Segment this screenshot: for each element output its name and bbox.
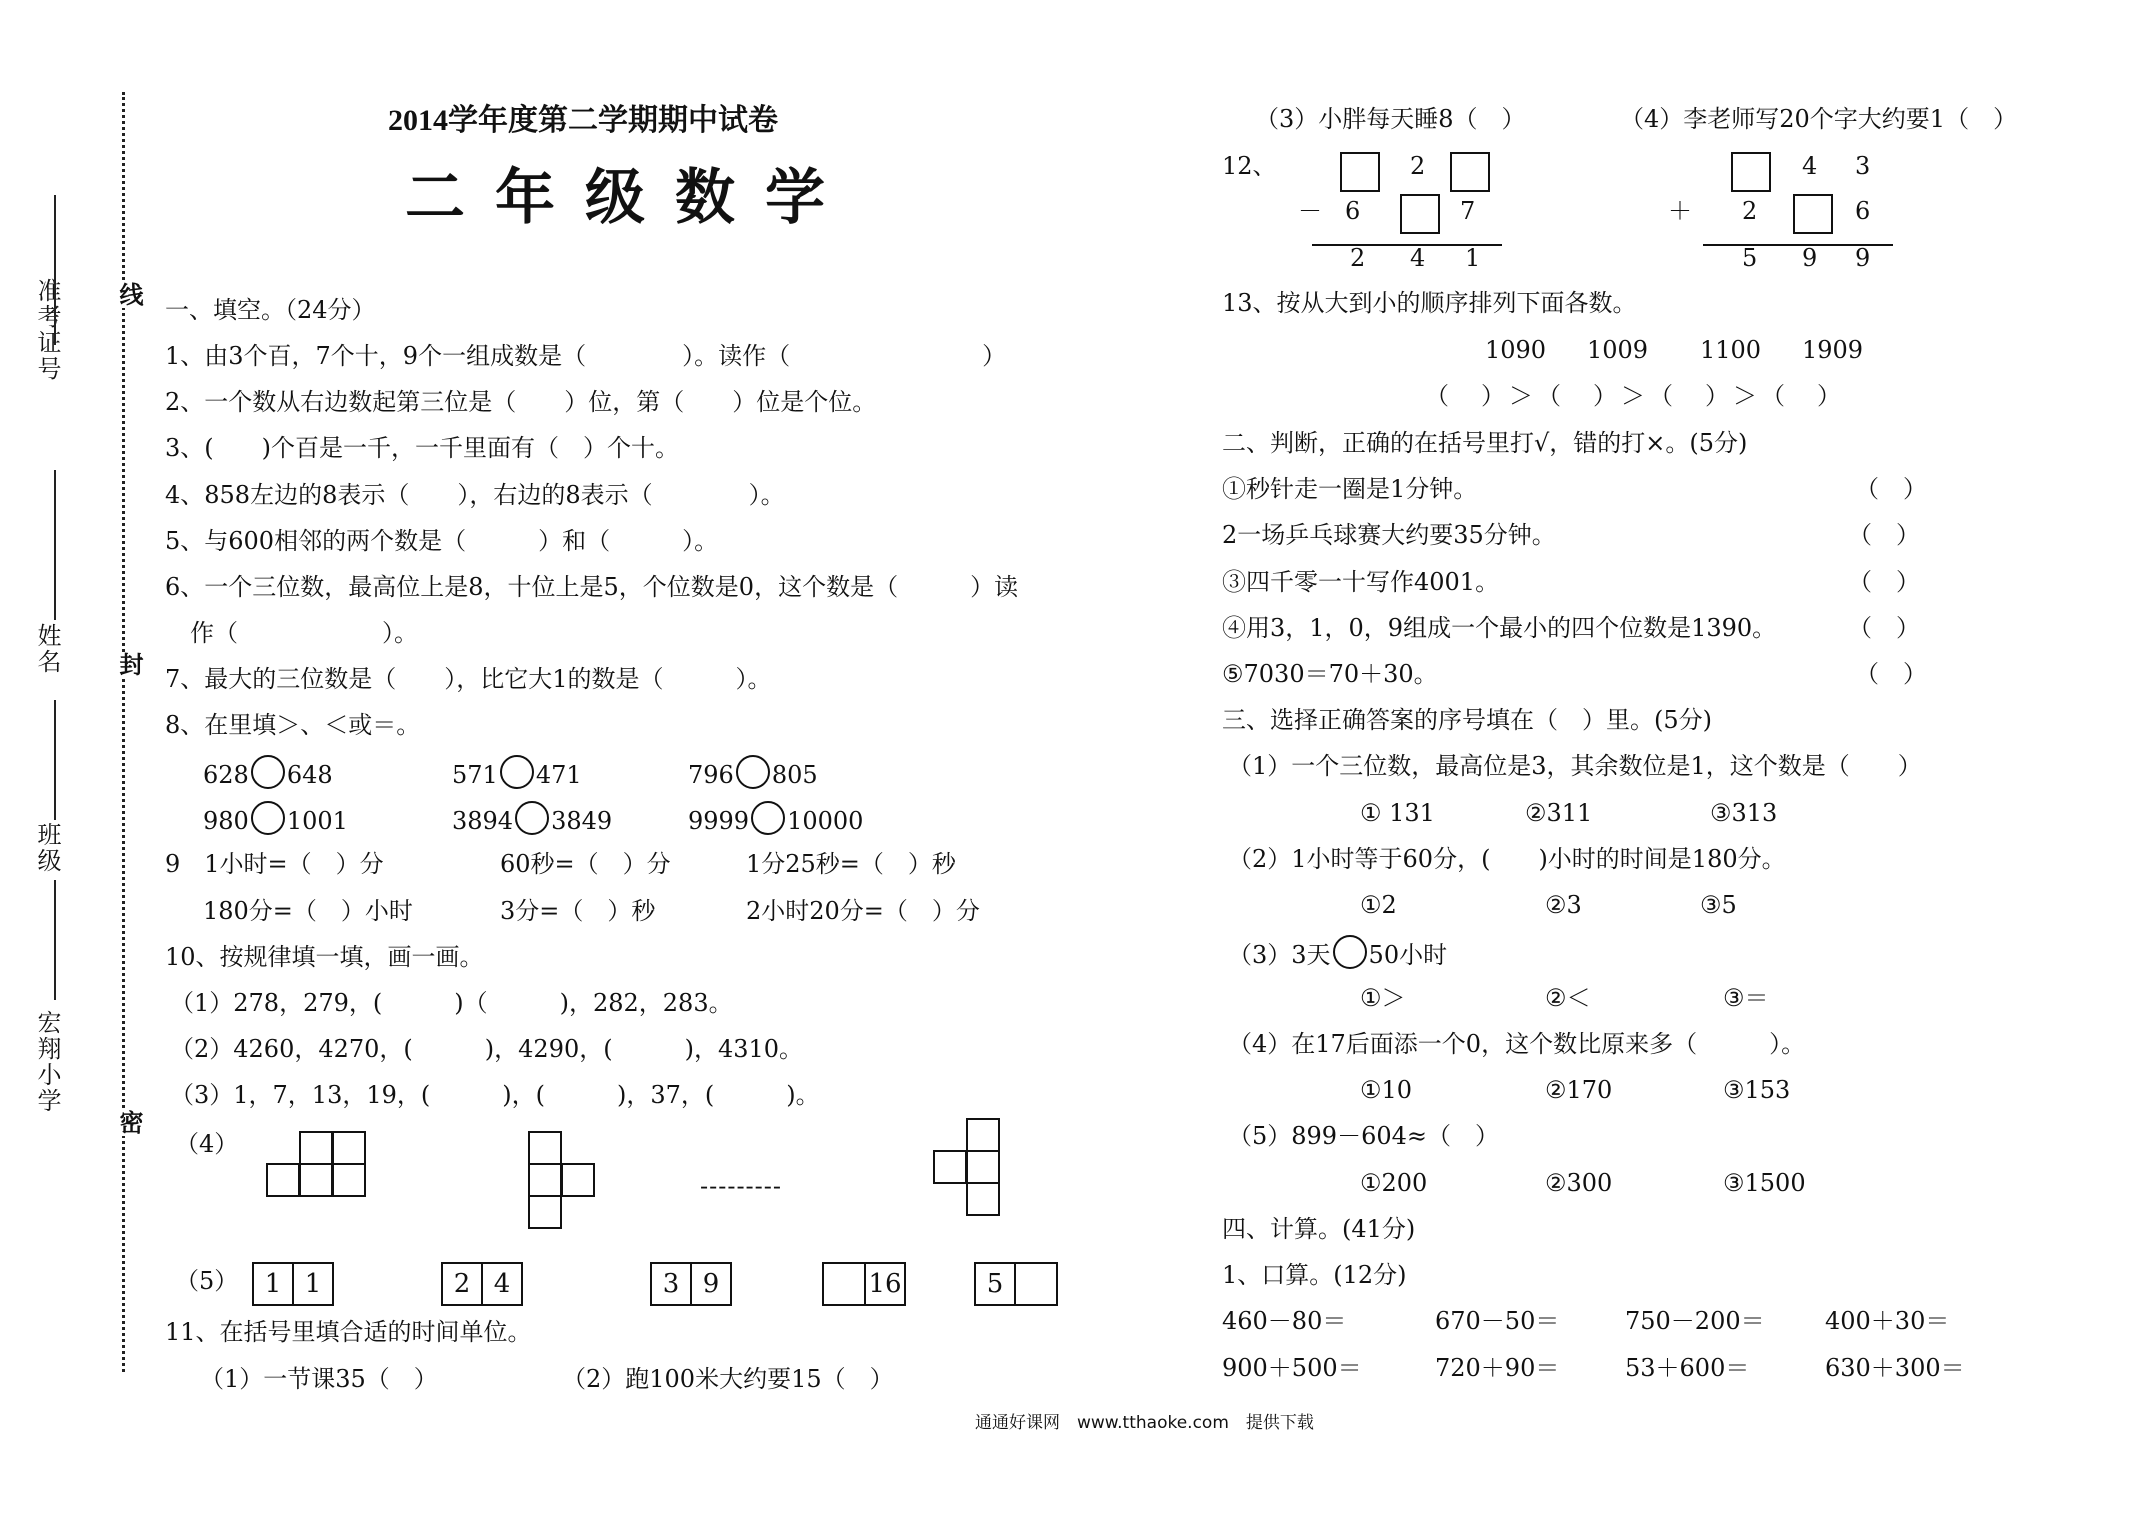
digit: 6 <box>1345 197 1361 225</box>
question-10-2: （2）4260，4270，( )，4290，( )，4310。 <box>170 1035 804 1063</box>
pattern-cell[interactable] <box>1014 1262 1058 1306</box>
question-11: 11、在括号里填合适的时间单位。 <box>165 1318 532 1346</box>
choice-option[interactable]: ③5 <box>1700 891 1737 919</box>
judge-paren[interactable]: （ ） <box>1855 475 1927 503</box>
calc-item: 460－80＝ <box>1222 1307 1347 1335</box>
order-number: 1909 <box>1802 336 1864 364</box>
compare-circle[interactable] <box>751 801 785 835</box>
digit-box[interactable] <box>1340 152 1380 192</box>
question-10-5: （5） <box>175 1267 239 1295</box>
question-10-4: （4） <box>175 1130 239 1158</box>
judge-paren[interactable]: （ ） <box>1855 660 1927 688</box>
name-label: 姓名 <box>33 623 61 675</box>
digit-box[interactable] <box>1793 194 1833 234</box>
order-number: 1100 <box>1700 336 1762 364</box>
section-4-1-heading: 1、口算。(12分) <box>1222 1261 1407 1289</box>
compare-circle[interactable] <box>1333 935 1367 969</box>
question-9-item: 3分=（ ）秒 <box>500 897 656 925</box>
pattern-cell: 3 <box>650 1262 692 1306</box>
choice-option[interactable]: ③153 <box>1723 1076 1791 1104</box>
shape-square <box>332 1131 366 1165</box>
shape-square <box>966 1118 1000 1152</box>
question-11-2: （2）跑100米大约要15（ ） <box>562 1365 894 1393</box>
shape-square <box>299 1131 333 1165</box>
digit-box[interactable] <box>1731 152 1771 192</box>
judge-item: ⑤7030＝70＋30。 <box>1222 660 1438 688</box>
question-13: 13、按从大到小的顺序排列下面各数。 <box>1222 289 1637 317</box>
digit: 4 <box>1410 244 1426 272</box>
judge-paren[interactable]: （ ） <box>1848 614 1920 642</box>
judge-paren[interactable]: （ ） <box>1848 521 1920 549</box>
question-5: 5、与600相邻的两个数是（ ）和（ ）。 <box>165 527 719 555</box>
question-8: 8、在里填＞、＜或＝。 <box>165 711 421 739</box>
compare-circle[interactable] <box>251 801 285 835</box>
shape-square <box>528 1195 562 1229</box>
shape-square <box>966 1182 1000 1216</box>
question-2: 2、一个数从右边数起第三位是（ ）位，第（ ）位是个位。 <box>165 388 877 416</box>
compare-item: 9999 10000 <box>688 801 863 837</box>
shape-square <box>266 1163 300 1197</box>
exam-title: 2014学年度第二学期期中试卷 <box>388 104 778 137</box>
choice-5: （5）899－604≈（ ） <box>1228 1122 1499 1150</box>
choice-option[interactable]: ③＝ <box>1723 984 1769 1012</box>
compare-item: 628 648 <box>203 755 333 791</box>
digit: 3 <box>1855 152 1871 180</box>
calc-item: 630＋300＝ <box>1825 1354 1965 1382</box>
pattern-cell: 2 <box>441 1262 483 1306</box>
judge-item: ④用3，1，0，9组成一个最小的四个位数是1390。 <box>1222 614 1777 642</box>
shape-square <box>966 1150 1000 1184</box>
order-number: 1009 <box>1587 336 1649 364</box>
digit: 9 <box>1802 244 1818 272</box>
exam-no-label: 准考证号 <box>33 278 61 382</box>
seal-mi-char: 密 <box>112 1110 147 1136</box>
question-9-item: 180分=（ ）小时 <box>203 897 413 925</box>
pattern-cell: 1 <box>292 1262 334 1306</box>
compare-circle[interactable] <box>515 801 549 835</box>
exam-no-line <box>54 195 56 345</box>
section-1-heading: 一、填空。（24分） <box>165 296 376 324</box>
question-4: 4、858左边的8表示（ ），右边的8表示（ ）。 <box>165 481 785 509</box>
judge-item: ①秒针走一圈是1分钟。 <box>1222 475 1478 503</box>
digit: 2 <box>1350 244 1366 272</box>
pattern-cell: 9 <box>690 1262 732 1306</box>
question-11-4: （4）李老师写20个字大约要1（ ） <box>1620 105 2018 133</box>
shape-square <box>933 1150 967 1184</box>
question-9-item: 2小时20分=（ ）分 <box>746 897 980 925</box>
question-11-1: （1）一节课35（ ） <box>200 1365 438 1393</box>
pattern-cell: 1 <box>252 1262 294 1306</box>
name-line <box>54 470 56 620</box>
choice-option[interactable]: ①200 <box>1360 1169 1428 1197</box>
choice-option[interactable]: ②170 <box>1545 1076 1613 1104</box>
question-9-item: 9 1小时=（ ）分 <box>165 850 384 878</box>
order-number: 1090 <box>1485 336 1547 364</box>
plus-sign: ＋ <box>1668 197 1692 225</box>
digit-box[interactable] <box>1400 194 1440 234</box>
pattern-cell: 5 <box>974 1262 1016 1306</box>
digit: 4 <box>1802 152 1818 180</box>
blank-dash-line: --------- <box>700 1172 782 1200</box>
compare-circle[interactable] <box>251 755 285 789</box>
class-label: 班级 <box>33 822 61 874</box>
exam-subject: 二年级数学 <box>405 163 855 233</box>
school-label: 宏翔小学 <box>33 1010 61 1114</box>
shape-square <box>299 1163 333 1197</box>
compare-item: 796 805 <box>688 755 818 791</box>
question-11-3: （3）小胖每天睡8（ ） <box>1255 105 1526 133</box>
shape-square <box>561 1163 595 1197</box>
pattern-cell[interactable] <box>822 1262 866 1306</box>
section-3-heading: 三、选择正确答案的序号填在（ ）里。(5分) <box>1222 706 1712 734</box>
question-10-1: （1）278，279，( )（ )，282，283。 <box>170 989 733 1017</box>
calc-item: 900＋500＝ <box>1222 1354 1362 1382</box>
choice-option[interactable]: ③1500 <box>1723 1169 1806 1197</box>
judge-paren[interactable]: （ ） <box>1848 568 1920 596</box>
choice-option[interactable]: ③313 <box>1710 799 1778 827</box>
pattern-cell: 16 <box>864 1262 906 1306</box>
digit: 1 <box>1465 244 1481 272</box>
footer-source: 通通好课网 www.tthaoke.com 提供下载 <box>975 1413 1314 1433</box>
compare-item: 571 471 <box>452 755 582 791</box>
question-9-item: 1分25秒=（ ）秒 <box>746 850 956 878</box>
minus-sign: － <box>1298 197 1322 225</box>
calc-item: 400＋30＝ <box>1825 1307 1950 1335</box>
choice-4: （4）在17后面添一个0，这个数比原来多（ ）。 <box>1228 1030 1806 1058</box>
calc-item: 750－200＝ <box>1625 1307 1765 1335</box>
section-2-heading: 二、判断，正确的在括号里打√，错的打×。(5分) <box>1222 429 1748 457</box>
compare-item: 980 1001 <box>203 801 348 837</box>
question-6: 6、一个三位数，最高位上是8，十位上是5，个位数是0，这个数是（ ）读 <box>165 573 1019 601</box>
digit: 9 <box>1855 244 1871 272</box>
seal-feng-char: 封 <box>112 652 147 678</box>
digit: 2 <box>1742 197 1758 225</box>
shape-square <box>528 1163 562 1197</box>
question-12: 12、 <box>1222 152 1277 180</box>
shape-square <box>332 1163 366 1197</box>
digit: 5 <box>1742 244 1758 272</box>
choice-option[interactable]: ②3 <box>1545 891 1582 919</box>
calc-item: 53＋600＝ <box>1625 1354 1750 1382</box>
calc-item: 720＋90＝ <box>1435 1354 1560 1382</box>
compare-item: 3894 3849 <box>452 801 612 837</box>
class-line <box>54 700 56 820</box>
question-3: 3、( )个百是一千，一千里面有（ ）个十。 <box>165 434 679 462</box>
judge-item: ③四千零一十写作4001。 <box>1222 568 1500 596</box>
digit: 6 <box>1855 197 1871 225</box>
calc-item: 670－50＝ <box>1435 1307 1560 1335</box>
choice-option[interactable]: ①2 <box>1360 891 1397 919</box>
school-line <box>54 880 56 1000</box>
compare-circle[interactable] <box>736 755 770 789</box>
choice-option[interactable]: ②300 <box>1545 1169 1613 1197</box>
choice-option[interactable]: ②＜ <box>1545 984 1591 1012</box>
choice-option[interactable]: ①＞ <box>1360 984 1406 1012</box>
digit: 7 <box>1460 197 1476 225</box>
compare-circle[interactable] <box>500 755 534 789</box>
question-1: 1、由3个百，7个十，9个一组成数是（ ）。读作（ ） <box>165 342 1007 370</box>
choice-option[interactable]: ②311 <box>1525 799 1593 827</box>
digit: 2 <box>1410 152 1426 180</box>
shape-square <box>528 1131 562 1165</box>
order-answer-blanks[interactable]: （ ）＞（ ）＞（ ）＞（ ） <box>1425 382 1845 410</box>
question-7: 7、最大的三位数是（ ），比它大1的数是（ ）。 <box>165 665 772 693</box>
choice-3: （3）3天 50小时 <box>1228 935 1447 971</box>
judge-item: 2一场乒乓球赛大约要35分钟。 <box>1222 521 1556 549</box>
choice-option[interactable]: ① 131 <box>1360 799 1435 827</box>
seal-line-char: 线 <box>112 282 147 308</box>
choice-2: （2）1小时等于60分，( )小时的时间是180分。 <box>1228 845 1786 873</box>
choice-1: （1）一个三位数，最高位是3，其余数位是1，这个数是（ ） <box>1228 752 1922 780</box>
question-10: 10、按规律填一填，画一画。 <box>165 943 484 971</box>
pattern-cell: 4 <box>481 1262 523 1306</box>
section-4-heading: 四、计算。(41分) <box>1222 1215 1416 1243</box>
question-9-item: 60秒=（ ）分 <box>500 850 671 878</box>
digit-box[interactable] <box>1450 152 1490 192</box>
question-10-3: （3）1，7，13，19，( )，( )，37，( )。 <box>170 1081 820 1109</box>
question-6-cont: 作（ ）。 <box>190 619 418 647</box>
choice-option[interactable]: ①10 <box>1360 1076 1413 1104</box>
